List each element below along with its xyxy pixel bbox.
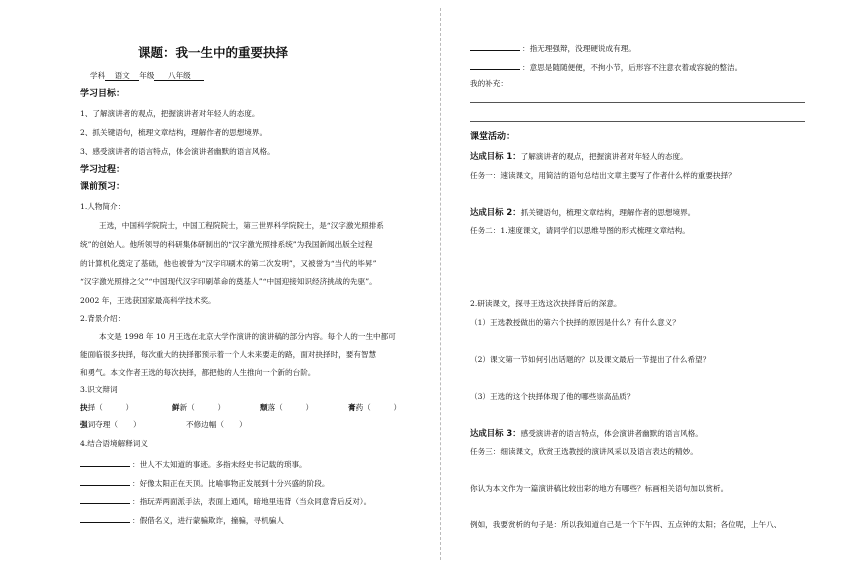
question-item: （2）课文第一节如何引出话题的？以及课文最后一节提出了什么希望？ bbox=[470, 355, 711, 364]
goal-2 bbox=[470, 208, 695, 217]
context-definition: ：指玩弄两面派手法，表面上通风，暗地里违背（当众同意背后反对）。 bbox=[132, 497, 372, 506]
bio-line: 2002 年，王选获国家最高科学技术奖。 bbox=[80, 296, 216, 305]
bio-line: 的计算机化奠定了基础，他也被誉为“汉字印刷术的第二次发明”，又被誉为“当代的毕昇” bbox=[80, 259, 377, 268]
column-divider bbox=[440, 8, 441, 560]
goal-1-text: 了解演讲者的观点，把握演讲者对年轻人的态度。 bbox=[520, 152, 688, 161]
vocab-rest: 词夺理（ ） bbox=[87, 420, 141, 429]
subject-value: 语文 bbox=[105, 72, 139, 81]
goal-item: 1、了解演讲者的观点，把握演讲者对年轻人的态度。 bbox=[80, 109, 260, 118]
vocab-item bbox=[80, 404, 133, 412]
question-item: （3）王选的这个抉择体现了他的哪些崇高品质？ bbox=[470, 392, 635, 401]
answer-line[interactable] bbox=[470, 121, 805, 122]
background-line: 和勇气。本文作者王选的每次抉择，都把他的人生推向一个新的台阶。 bbox=[80, 368, 316, 377]
task-1: 任务一：速读课文，用简洁的语句总结出文章主要写了作者什么样的重要抉择？ bbox=[470, 171, 736, 180]
vocab-rest: 不修边幅（ ） bbox=[186, 420, 247, 429]
vocab-rest: 新（ ） bbox=[179, 403, 226, 412]
goal-3-text: 感受演讲者的语言特点，体会演讲者幽默的语言风格。 bbox=[520, 429, 703, 438]
vocab-item bbox=[348, 404, 401, 412]
answer-blank[interactable] bbox=[80, 496, 130, 504]
vocab-item bbox=[260, 404, 313, 412]
context-item bbox=[470, 43, 636, 53]
goal-item: 2、抓关键语句，梳理文章结构，理解作者的思想境界。 bbox=[80, 128, 268, 137]
subject-grade-line bbox=[90, 72, 204, 81]
context-definition: ：指无理强辩，没理硬说成有理。 bbox=[522, 44, 636, 53]
context-definition: ：好像太阳正在天顶。比喻事物正发展到十分兴盛的阶段。 bbox=[132, 479, 330, 488]
bio-heading: 1.人物简介： bbox=[80, 202, 126, 211]
process-heading: 学习过程： bbox=[80, 165, 126, 175]
vocab-item bbox=[80, 421, 141, 429]
context-definition: ：意思是随随便便，不拘小节，后形容不注意衣着或容貌的整洁。 bbox=[522, 63, 743, 72]
task-3: 任务三：细读课文，欣赏王选教授的演讲风采以及语言表达的精妙。 bbox=[470, 447, 698, 456]
context-item bbox=[80, 478, 329, 488]
task-2: 任务二：1.速度课文，请同学们以思维导图的形式梳理文章结构。 bbox=[470, 226, 690, 235]
context-item bbox=[80, 496, 371, 506]
study-heading: 2.研读课文，探寻王选这次抉择背后的深意。 bbox=[470, 299, 622, 308]
supplement-label: 我的补充： bbox=[470, 79, 508, 88]
subject-label: 学科 bbox=[90, 71, 106, 80]
vocab-char: 颓 bbox=[260, 403, 268, 412]
grade-label: 年级 bbox=[139, 71, 155, 80]
vocab-char: 抉 bbox=[80, 403, 88, 412]
goal-1-label: 达成目标 1： bbox=[470, 151, 521, 161]
vocab-rest: 择（ ） bbox=[87, 403, 134, 412]
page-title: 课题：我一生中的重要抉择 bbox=[138, 45, 289, 60]
vocab-rest: 落（ ） bbox=[267, 403, 314, 412]
vocab-char: 鲜 bbox=[172, 403, 180, 412]
class-activity-heading: 课堂活动： bbox=[470, 132, 516, 142]
background-line: 本文是 1998 年 10 月王选在北京大学作演讲的演讲稿的部分内容。每个人的一生中都可 bbox=[99, 332, 396, 341]
vocab-item bbox=[186, 421, 247, 429]
goal-3 bbox=[470, 429, 703, 438]
vocab-rest: 药（ ） bbox=[355, 403, 402, 412]
vocab-char: 膏 bbox=[348, 403, 356, 412]
goal-item: 3、感受演讲者的语言特点，体会演讲者幽默的语言风格。 bbox=[80, 147, 275, 156]
context-definition: ：世人不太知道的事迹。多指未经史书记载的琐事。 bbox=[132, 460, 307, 469]
context-definition: ：假借名义，进行蒙骗欺诈，撞骗，寻机骗人 bbox=[132, 516, 284, 525]
goal-2-label: 达成目标 2： bbox=[470, 207, 521, 217]
study-goals-heading: 学习目标： bbox=[80, 89, 126, 99]
bio-line: “汉字激光照排之父”“中国现代汉字印刷革命的奠基人”“中国迎接知识经济挑战的先驱”。 bbox=[80, 277, 377, 286]
answer-blank[interactable] bbox=[80, 459, 130, 467]
goal-3-label: 达成目标 3： bbox=[470, 428, 521, 438]
bio-line: 统”的创始人。他所领导的科研集体研制出的“汉字激光照排系统”为我国新闻出版全过程 bbox=[80, 240, 373, 249]
example-sentence: 例如，我要赏析的句子是：所以我知道自己是一个下午四、五点钟的太阳；各位呢，上午八、 bbox=[470, 520, 782, 529]
goal-1 bbox=[470, 152, 688, 161]
vocab-char: 强 bbox=[80, 420, 88, 429]
question-item: （1）王选教授做出的第六个抉择的原因是什么？有什么意义？ bbox=[470, 318, 680, 327]
context-item bbox=[80, 515, 284, 525]
bio-line: 王选，中国科学院院士，中国工程院院士，第三世界科学院院士，是“汉字激光照排系 bbox=[99, 221, 384, 230]
grade-value: 八年级 bbox=[154, 72, 204, 81]
vocab-item bbox=[172, 404, 225, 412]
answer-blank[interactable] bbox=[470, 43, 520, 51]
context-item bbox=[470, 62, 742, 72]
background-line: 能面临很多抉择，每次重大的抉择都预示着一个人未来要走的路，面对抉择时，要有智慧 bbox=[80, 350, 377, 359]
answer-blank[interactable] bbox=[470, 62, 520, 70]
goal-2-text: 抓关键语句，梳理文章结构，理解作者的思想境界。 bbox=[520, 208, 696, 217]
answer-blank[interactable] bbox=[80, 515, 130, 523]
background-heading: 2.背景介绍： bbox=[80, 314, 126, 323]
appreciation-prompt: 你认为本文作为一篇演讲稿比较出彩的地方有哪些？标画相关语句加以赏析。 bbox=[470, 484, 729, 493]
context-item bbox=[80, 459, 307, 469]
answer-blank[interactable] bbox=[80, 478, 130, 486]
context-heading: 4.结合语境解释词义 bbox=[80, 439, 148, 448]
preview-heading: 课前预习： bbox=[80, 182, 126, 192]
answer-line[interactable] bbox=[470, 102, 805, 103]
vocab-heading: 3.识文辩词 bbox=[80, 385, 118, 394]
